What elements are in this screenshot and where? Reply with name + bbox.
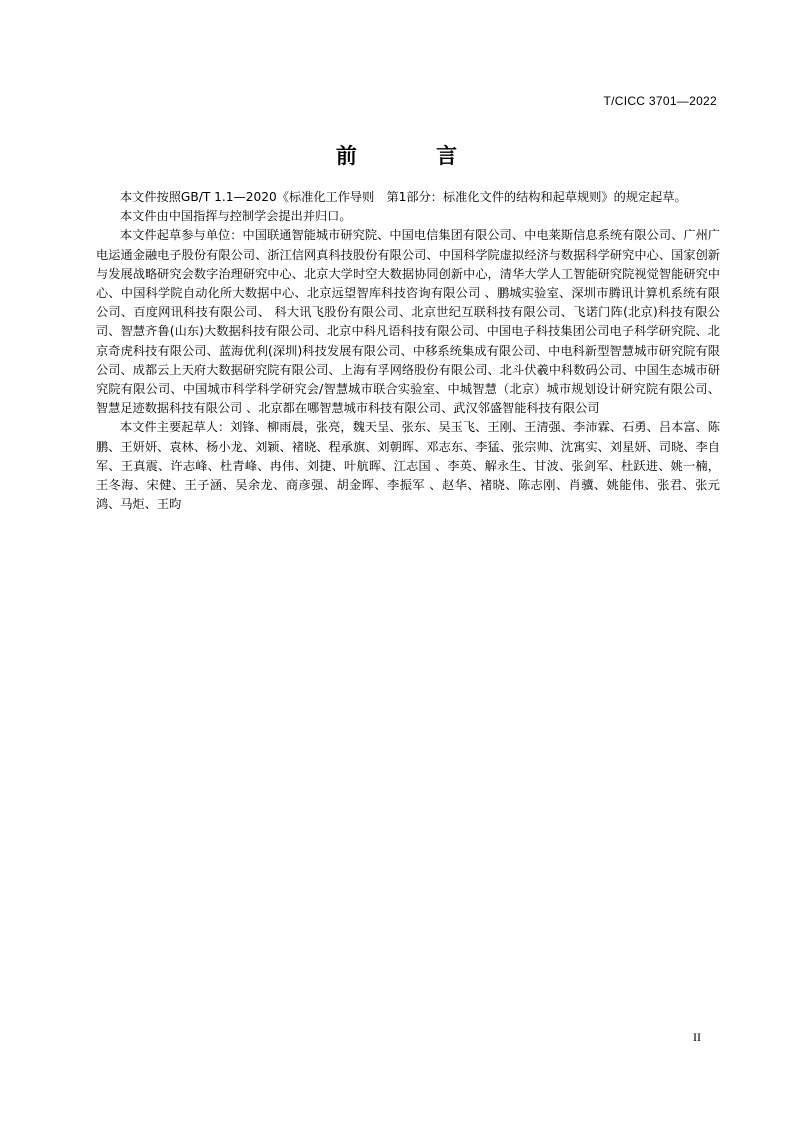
- page-number: II: [693, 1030, 701, 1044]
- paragraph-proposer: 本文件由中国指挥与控制学会提出并归口。: [120, 209, 352, 224]
- foreword-body: [96, 188, 720, 514]
- paragraph-drafting-rules: 本文件按照GB/T 1.1—2020《标准化工作导则 第1部分：标准化文件的结构和起草规则》的规定起草。: [120, 190, 687, 204]
- standard-code: T/CICC 3701—2022: [603, 94, 717, 108]
- section-title: 前 言: [335, 144, 494, 168]
- paragraph-participating-units: 本文件起草参与单位：中国联通智能城市研究院、中国电信集团有限公司、中电莱斯信息系统有限公司、广州广电运通金融电子股份有限公司、浙江信网真科技股份有限公司、中国科学院虚拟经济与数据科学研究中心、国家创新与发展战略研究会数字治理研究中心、北京大学时空大数据协同创新中心，清华大学人工智能研究院视觉智能研究中心、中国科学院自动化所大数据中心、北京远望智库科技咨询有限公司 、鹏城实验室、深圳市腾讯计算机系统有限公司、百度网讯科技有限公司、 科大讯飞股份有限公司、北京世纪互联科技有限公司、飞诺门阵(北京)科技有限公司、智慧齐鲁(山东)大数据科技有限公司、北京中科凡语科技有限公司、中国电子科技集团公司电子科学研究院、北京奇虎科技有限公司、蓝海优利(深圳)科技发展有限公司、中移系统集成有限公司、中电科新型智慧城市研究院有限公司、成都云上天府大数据研究院有限公司、上海有孚网络股份有限公司、北斗伏羲中科数码公司、中国生态城市研究院有限公司、中国城市科学科学研究会/智慧城市联合实验室、中城智慧（北京）城市规划设计研究院有限公司、智慧足迹数据科技有限公司 、北京都在哪智慧城市科技有限公司、武汉邻盛智能科技有限公司: [96, 228, 720, 416]
- paragraph-main-drafters: 本文件主要起草人：刘锋、柳雨晨，张亮，魏天呈、张东、吴玉飞、王刚、王清强、李沛霖、石勇、吕本富、陈鹏、王妍妍、袁林、杨小龙、刘颖、褚晓、程承旗、刘朝晖、邓志东、李猛、张宗帅、沈寓实、刘星妍、司晓、李自军、王真震、许志峰、杜青峰、冉伟、刘捷、叶航晖、江志国 、李英、解永生、甘波、张剑军、杜跃进、姚一楠，王冬海、宋健、王子涵、吴余龙、商彦强、胡金晖、李振军 、赵华、褚晓、陈志刚、肖骥、姚能伟、张君、张元鸿、马炬、王昀: [96, 420, 720, 512]
